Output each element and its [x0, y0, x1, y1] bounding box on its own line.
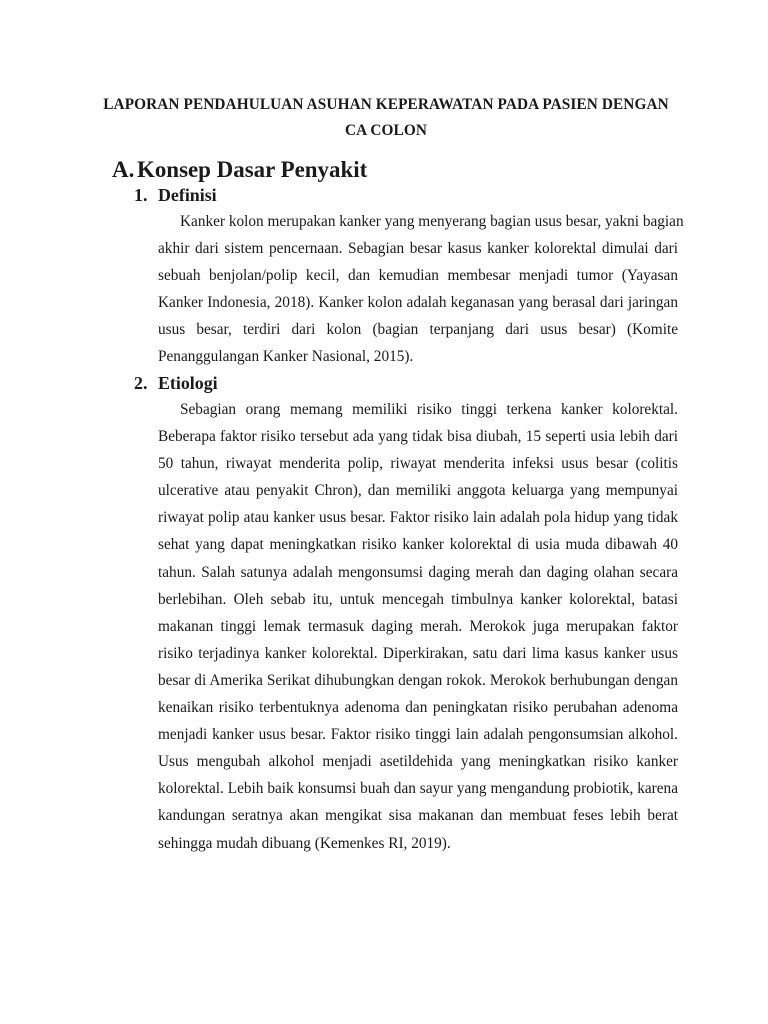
- paragraph-definisi: [158, 208, 684, 371]
- paragraph-line: sehingga mudah dibuang (Kemenkes RI, 2019).: [158, 834, 451, 852]
- paragraph-line: akhir dari sistem pencernaan. Sebagian besar kasus kanker kolorektal dimulai dari: [158, 240, 678, 258]
- paragraph-line: kolorektal. Lebih baik konsumsi buah dan sayur yang mengandung probiotik, karena: [158, 780, 678, 798]
- paragraph-line: Beberapa faktor risiko tersebut ada yang tidak bisa diubah, 15 seperti usia lebih dari: [158, 428, 678, 446]
- title-line-2: CA COLON: [345, 122, 427, 139]
- subsection-heading-etiologi: [134, 371, 218, 395]
- subsection-label: Etiologi: [158, 373, 218, 393]
- paragraph-line: menjadi kanker usus besar. Faktor risiko tinggi lain adalah pengonsumsian alkohol.: [158, 726, 678, 744]
- paragraph-line: kandungan seratnya akan mengikat sisa makanan dan membuat feses lebih berat: [158, 807, 678, 825]
- paragraph-line: Penanggulangan Kanker Nasional, 2015).: [158, 348, 414, 366]
- subsection-label: Definisi: [158, 185, 217, 205]
- paragraph-line: Sebagian orang memang memiliki risiko tinggi terkena kanker kolorektal.: [180, 401, 678, 418]
- section-marker: A.: [112, 157, 135, 182]
- paragraph-line: makanan tinggi lemak termasuk daging merah. Merokok juga merupakan faktor: [158, 617, 678, 635]
- section-label: Konsep Dasar Penyakit: [137, 157, 368, 182]
- paragraph-line: risiko terjadinya kanker kolorektal. Diperkirakan, satu dari lima kasus kanker usus: [158, 644, 678, 662]
- paragraph-line: 50 tahun, riwayat menderita polip, riwayat menderita infeksi usus besar (colitis: [158, 455, 678, 473]
- paragraph-etiologi: [158, 396, 678, 857]
- section-heading-a: [112, 158, 367, 182]
- paragraph-line: berlebihan. Oleh sebab itu, untuk mencegah timbulnya kanker kolorektal, batasi: [158, 590, 678, 608]
- subsection-number: 1.: [134, 185, 148, 205]
- title-line-1: LAPORAN PENDAHULUAN ASUHAN KEPERAWATAN PADA PASIEN DENGAN: [103, 96, 669, 113]
- subsection-heading-definisi: [134, 183, 217, 207]
- paragraph-line: riwayat polip atau kanker usus besar. Faktor risiko lain adalah pola hidup yang tidak: [158, 509, 678, 527]
- paragraph-line: Usus mengubah alkohol menjadi asetildehida yang meningkatkan risiko kanker: [158, 753, 678, 771]
- paragraph-line: besar di Amerika Serikat dihubungkan dengan rokok. Merokok berhubungan dengan: [158, 671, 678, 689]
- paragraph-line: kenaikan risiko terbentuknya adenoma dan peningkatan risiko perubahan adenoma: [158, 699, 678, 717]
- document-title: [90, 92, 682, 144]
- paragraph-line: sebuah benjolan/polip kecil, dan kemudian membesar menjadi tumor (Yayasan: [158, 267, 678, 285]
- paragraph-line: ulcerative atau penyakit Chron), dan memiliki anggota keluarga yang mempunyai: [158, 482, 678, 500]
- paragraph-line: Kanker Indonesia, 2018). Kanker kolon adalah keganasan yang berasal dari jaringan: [158, 294, 678, 312]
- paragraph-line: tahun. Salah satunya adalah mengonsumsi daging merah dan daging olahan secara: [158, 563, 678, 581]
- paragraph-line: usus besar, terdiri dari kolon (bagian terpanjang dari usus besar) (Komite: [158, 321, 678, 339]
- subsection-number: 2.: [134, 373, 148, 393]
- paragraph-line: Kanker kolon merupakan kanker yang menyerang bagian usus besar, yakni bagian: [180, 213, 684, 230]
- paragraph-line: sehat yang dapat meningkatkan risiko kanker kolorektal di usia muda dibawah 40: [158, 536, 678, 554]
